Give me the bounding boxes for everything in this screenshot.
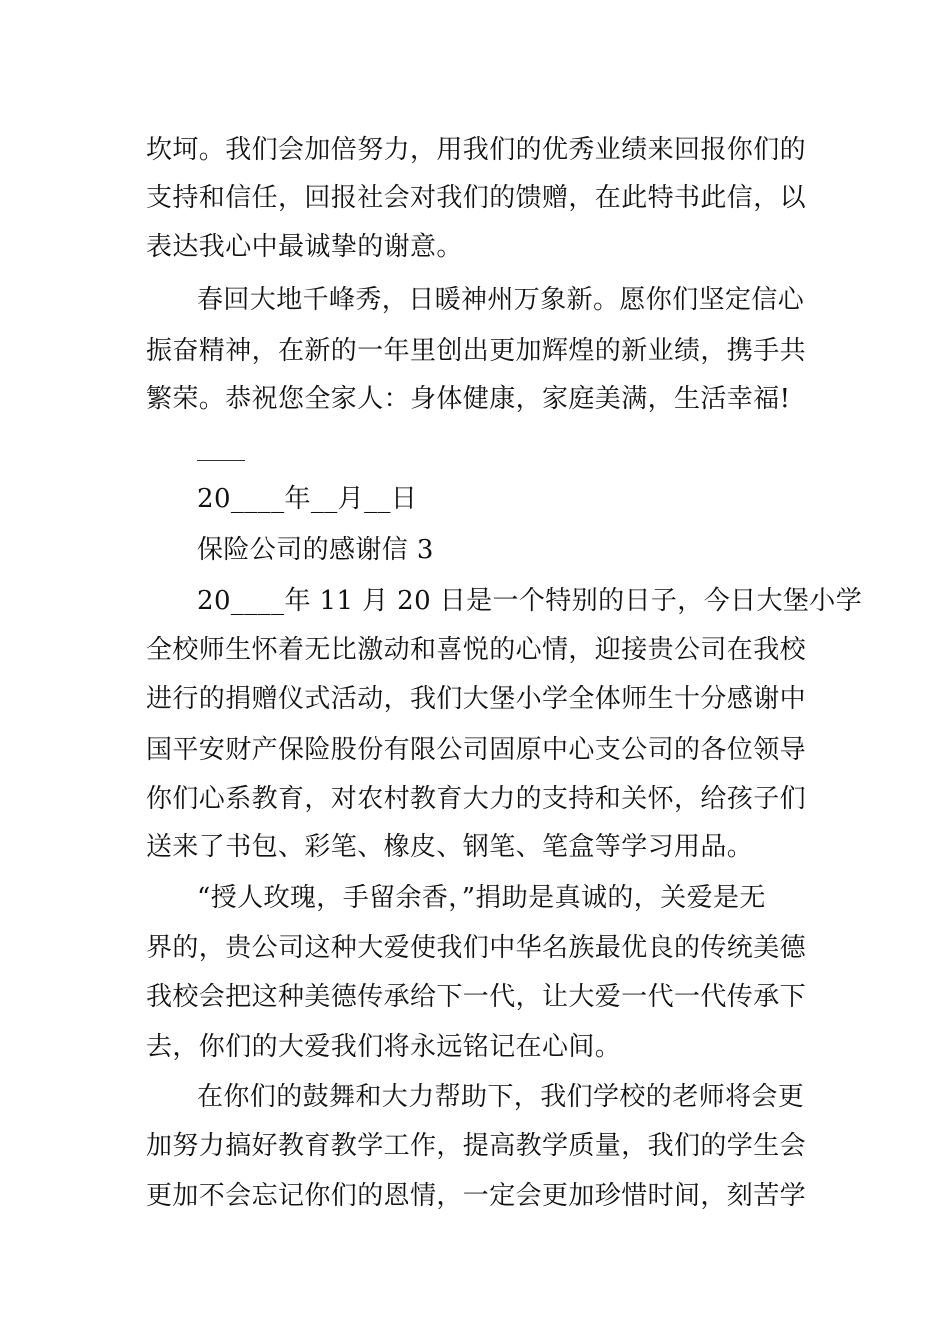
paragraph-line: 送来了书包、彩笔、橡皮、钢笔、笔盒等学习用品。 (146, 832, 754, 862)
paragraph-line: 界的，贵公司这种大爱使我们中华名族最优良的传统美德 (146, 933, 807, 963)
paragraph-line: 20____年 11 月 20 日是一个特别的日子，今日大堡小学 (197, 586, 863, 616)
paragraph-line: 进行的捐赠仪式活动，我们大堡小学全体师生十分感谢中 (146, 684, 807, 714)
paragraph-line: 繁荣。恭祝您全家人：身体健康，家庭美满，生活幸福! (146, 384, 791, 414)
paragraph-line: 去，你们的大爱我们将永远铭记在心间。 (146, 1032, 622, 1062)
paragraph-line: 国平安财产保险股份有限公司固原中心支公司的各位领导 (146, 735, 807, 765)
paragraph-line: 你们心系教育，对农村教育大力的支持和关怀，给孩子们 (146, 784, 807, 814)
paragraph-line: 我校会把这种美德传承给下一代，让大爱一代一代传承下 (146, 982, 807, 1012)
paragraph-line: 全校师生怀着无比激动和喜悦的心情，迎接贵公司在我校 (146, 635, 807, 665)
paragraph-line: 更加不会忘记你们的恩情，一定会更加珍惜时间，刻苦学 (146, 1181, 807, 1211)
date-line: 20____年__月__日 (197, 484, 418, 514)
letter-title: 保险公司的感谢信 3 (197, 535, 434, 565)
paragraph-line: 在你们的鼓舞和大力帮助下，我们学校的老师将会更 (197, 1082, 805, 1112)
paragraph-line: 支持和信任，回报社会对我们的馈赠，在此特书此信，以 (146, 183, 807, 213)
paragraph-line: “授人玫瑰，手留余香，”捐助是真诚的，关爱是无 (197, 883, 766, 913)
paragraph-line: 表达我心中最诚挚的谢意。 (146, 232, 463, 262)
paragraph-line: 春回大地千峰秀，日暖神州万象新。愿你们坚定信心 (197, 285, 805, 315)
paragraph-line: 加努力搞好教育教学工作，提高教学质量，我们的学生会 (146, 1131, 807, 1161)
paragraph-line: 振奋精神，在新的一年里创出更加辉煌的新业绩，携手共 (146, 336, 807, 366)
signature-blank-line (197, 460, 245, 461)
paragraph-line: 坎坷。我们会加倍努力，用我们的优秀业绩来回报你们的 (146, 135, 807, 165)
